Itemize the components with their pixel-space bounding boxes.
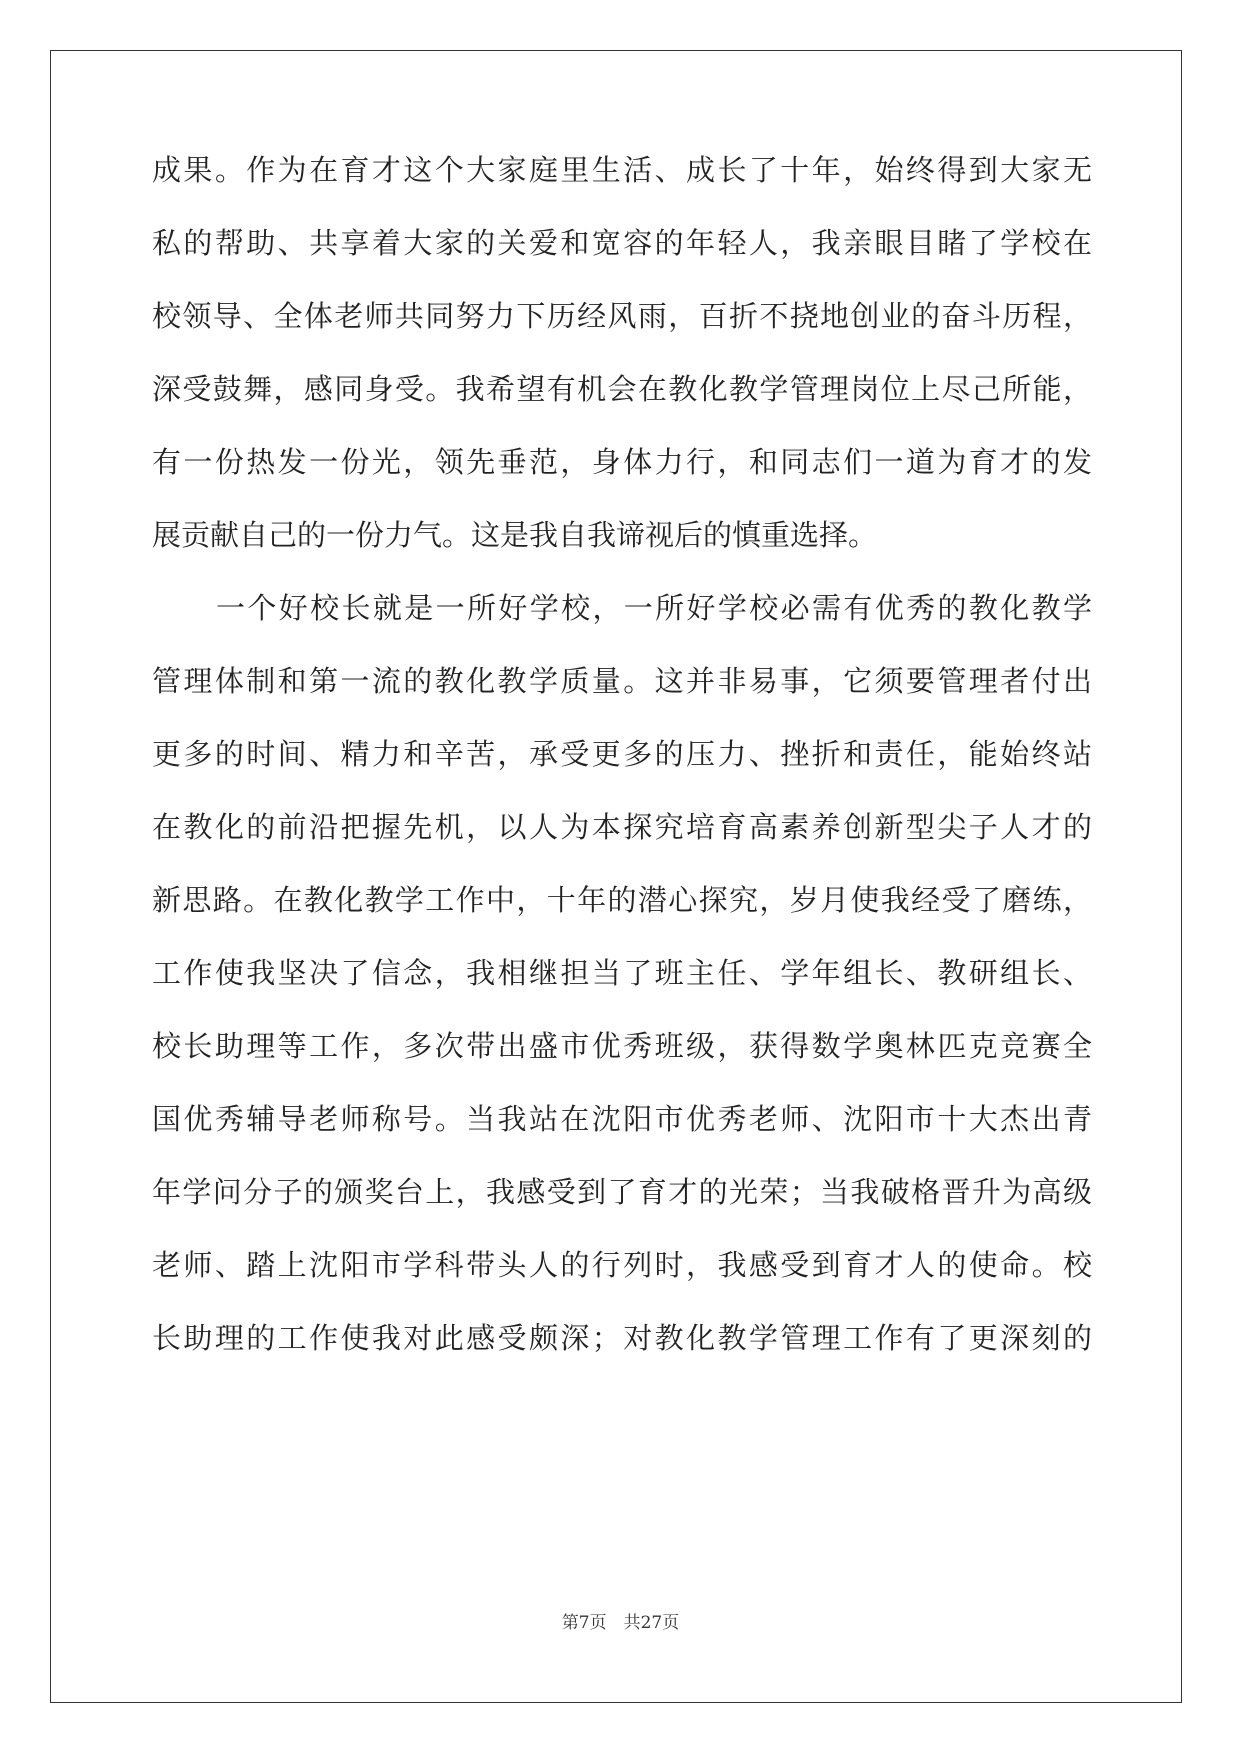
text-line: 长助理的工作使我对此感受颇深；对教化教学管理工作有了更深刻的	[152, 1321, 1092, 1355]
text-line: 校长助理等工作，多次带出盛市优秀班级，获得数学奥林匹克竞赛全	[152, 1029, 1092, 1063]
text-line: 国优秀辅导老师称号。当我站在沈阳市优秀老师、沈阳市十大杰出青	[152, 1102, 1092, 1136]
text-line: 年学问分子的颁奖台上，我感受到了育才的光荣；当我破格晋升为高级	[152, 1175, 1092, 1209]
text-line: 一个好校长就是一所好学校，一所好学校必需有优秀的教化教学	[216, 591, 1092, 625]
text-line: 工作使我坚决了信念，我相继担当了班主任、学年组长、教研组长、	[152, 956, 1092, 990]
text-line: 校领导、全体老师共同努力下历经风雨，百折不挠地创业的奋斗历程，	[152, 299, 1092, 333]
text-line: 老师、踏上沈阳市学科带头人的行列时，我感受到育才人的使命。校	[152, 1248, 1092, 1282]
text-line: 私的帮助、共享着大家的关爱和宽容的年轻人，我亲眼目睹了学校在	[152, 226, 1092, 260]
text-line: 有一份热发一份光，领先垂范，身体力行，和同志们一道为育才的发	[152, 445, 1092, 479]
page-footer: 第7页 共27页	[561, 1613, 680, 1633]
text-line: 新思路。在教化教学工作中，十年的潜心探究，岁月使我经受了磨练，	[152, 883, 1092, 917]
text-line: 深受鼓舞，感同身受。我希望有机会在教化教学管理岗位上尽己所能，	[152, 372, 1092, 406]
text-line: 管理体制和第一流的教化教学质量。这并非易事，它须要管理者付出	[152, 664, 1092, 698]
text-line: 成果。作为在育才这个大家庭里生活、成长了十年，始终得到大家无	[152, 153, 1092, 187]
text-line: 展贡献自己的一份力气。这是我自我谛视后的慎重选择。	[152, 518, 878, 552]
text-line: 在教化的前沿把握先机，以人为本探究培育高素养创新型尖子人才的	[152, 810, 1092, 844]
text-line: 更多的时间、精力和辛苦，承受更多的压力、挫折和责任，能始终站	[152, 737, 1092, 771]
